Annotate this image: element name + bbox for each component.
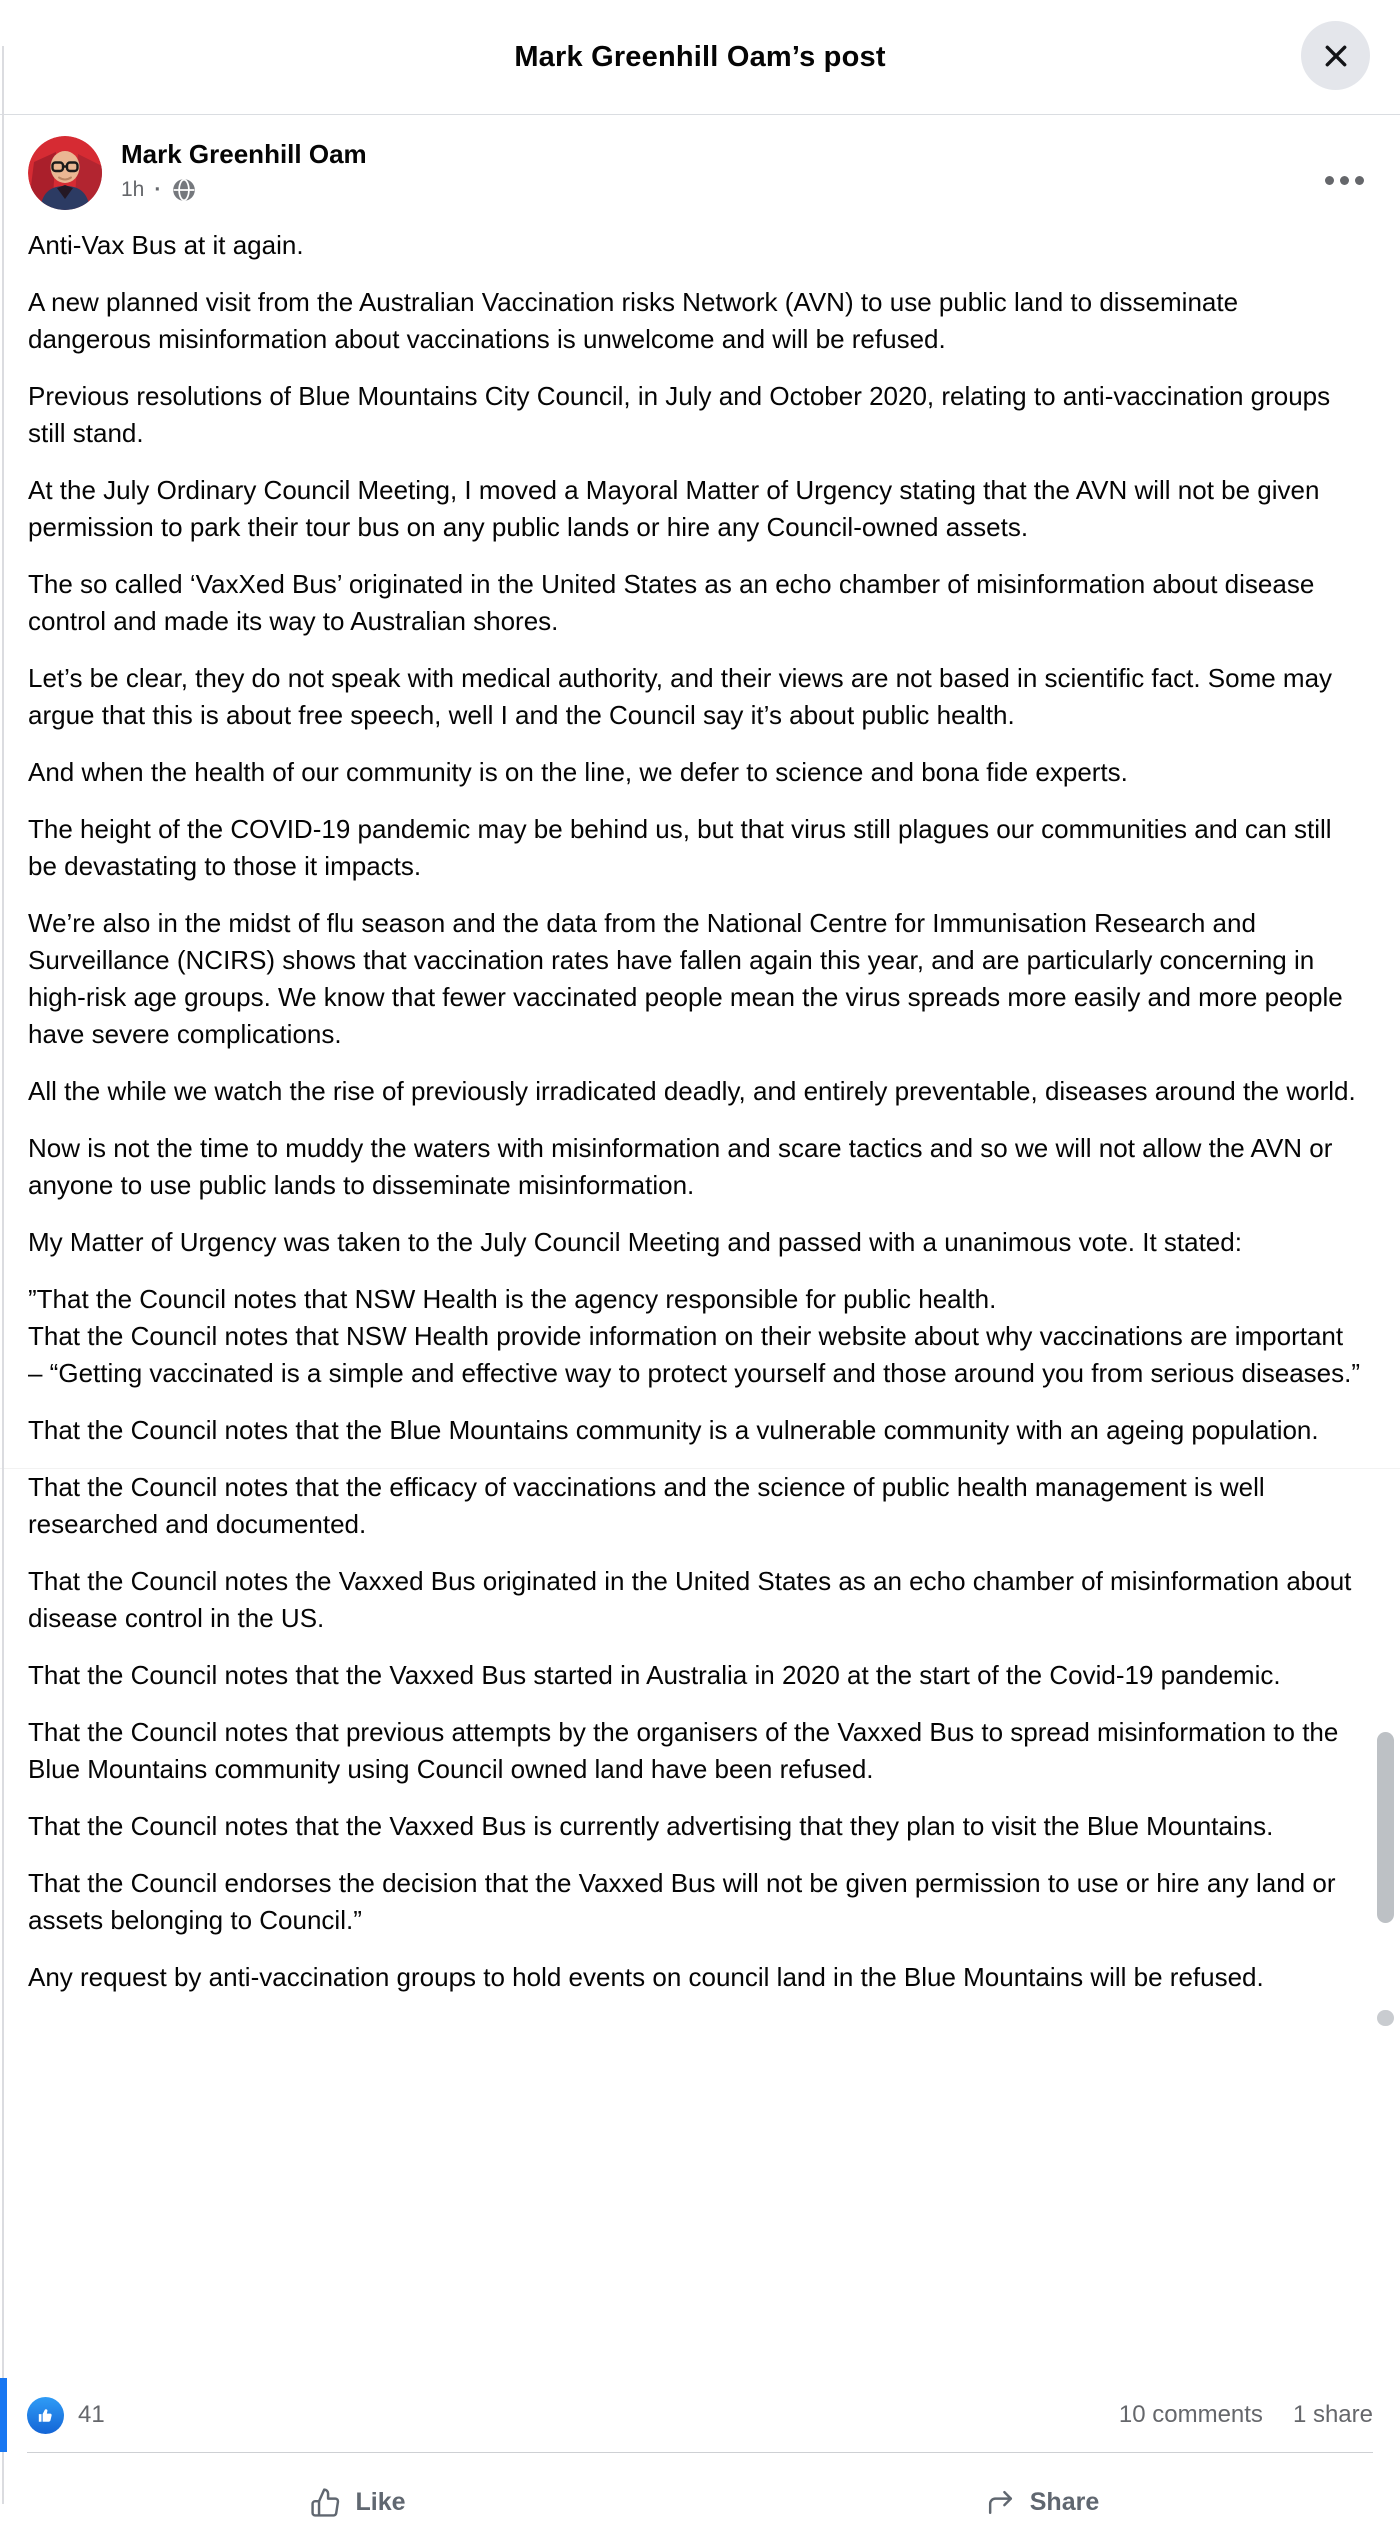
- post-paragraph: That the Council notes that the efficacy of vaccinations and the science of public health management is well researched and documented.: [28, 1472, 1265, 1539]
- post-paragraph: The height of the COVID-19 pandemic may be behind us, but that virus still plagues our communities and can still be devastating to those it impacts.: [28, 814, 1332, 881]
- globe-icon: [171, 177, 197, 203]
- action-bar: [0, 2453, 1400, 2545]
- thumbs-up-outline-icon: [310, 2487, 341, 2518]
- post-footer: [0, 2378, 1400, 2516]
- engagement-row: [0, 2378, 1400, 2452]
- counts: [1119, 2401, 1373, 2429]
- timestamp[interactable]: 1h: [121, 178, 145, 201]
- post-paragraph: We’re also in the midst of flu season and the data from the National Centre for Immunisation Research and Surveillance (NCIRS) shows that vaccination rates have fallen again this year, and are particularly concerning in high-risk age groups. We know that fewer vaccinated people mean the virus spreads more easily and more people have severe complications.: [28, 908, 1343, 1049]
- share-arrow-icon: [985, 2487, 1016, 2518]
- post-paragraph: The so called ‘VaxXed Bus’ originated in the United States as an echo chamber of misinformation about disease control and made its way to Australian shores.: [28, 569, 1315, 636]
- post-paragraph: At the July Ordinary Council Meeting, I moved a Mayoral Matter of Urgency stating that the AVN will not be given permission to park their tour bus on any public lands or hire any Council-owned assets.: [28, 475, 1320, 542]
- close-button[interactable]: [1301, 21, 1370, 90]
- meta-separator: ·: [154, 178, 162, 201]
- avatar[interactable]: [28, 136, 102, 210]
- like-count: 41: [78, 2401, 105, 2428]
- left-accent-bar: [0, 2378, 7, 2452]
- post-meta: [121, 177, 367, 203]
- post-paragraph: Any request by anti-vaccination groups to hold events on council land in the Blue Mountains will be refused.: [28, 1962, 1264, 1992]
- modal-title: Mark Greenhill Oam’s post: [514, 40, 886, 73]
- post-paragraph: A new planned visit from the Australian Vaccination risks Network (AVN) to use public land to disseminate dangerous misinformation about vaccinations is unwelcome and will be refused.: [28, 287, 1239, 354]
- post-paragraph: Now is not the time to muddy the waters with misinformation and scare tactics and so we will not allow the AVN or anyone to use public lands to disseminate misinformation.: [28, 1133, 1333, 1200]
- like-button[interactable]: [16, 2459, 700, 2545]
- like-button-label: Like: [355, 2487, 406, 2516]
- more-options-button[interactable]: [1319, 170, 1370, 191]
- scrollbar-fragment: [1377, 2010, 1394, 2026]
- modal-left-border: [2, 46, 4, 2504]
- share-button-label: Share: [1029, 2487, 1100, 2516]
- post-content: [0, 210, 1400, 1996]
- post-paragraph: That the Council endorses the decision that the Vaxxed Bus will not be given permission to use or hire any land or assets belonging to Council.”: [28, 1868, 1336, 1935]
- post-paragraph: ”That the Council notes that NSW Health is the agency responsible for public health. That the Council notes that NSW Health provide information on their website about why vaccinations are important – “Getting vaccinated is a simple and effective way to protect yourself and those around you from serious diseases.”: [28, 1284, 1360, 1388]
- post-header: [0, 115, 1400, 210]
- more-horizontal-icon: [1325, 176, 1334, 185]
- post-paragraph: That the Council notes that previous attempts by the organisers of the Vaxxed Bus to spread misinformation to the Blue Mountains community using Council owned land have been refused.: [28, 1717, 1339, 1784]
- layer-divider: [0, 1468, 1400, 1469]
- post-paragraph: Anti-Vax Bus at it again.: [28, 230, 304, 260]
- post-paragraph: That the Council notes that the Blue Mountains community is a vulnerable community with an ageing population.: [28, 1415, 1319, 1445]
- share-button[interactable]: [700, 2459, 1384, 2545]
- author-name[interactable]: Mark Greenhill Oam: [121, 139, 367, 169]
- post-paragraph: That the Council notes that the Vaxxed Bus started in Australia in 2020 at the start of the Covid-19 pandemic.: [28, 1660, 1281, 1690]
- thumbs-up-filled-icon: [27, 2397, 64, 2434]
- comments-count[interactable]: 10 comments: [1118, 2401, 1263, 2428]
- post-paragraph: That the Council notes that the Vaxxed Bus is currently advertising that they plan to visit the Blue Mountains.: [28, 1811, 1274, 1841]
- post-paragraph: Previous resolutions of Blue Mountains City Council, in July and October 2020, relating to anti-vaccination groups still stand.: [28, 381, 1331, 448]
- post-paragraph: And when the health of our community is on the line, we defer to science and bona fide experts.: [28, 757, 1128, 787]
- author-block: [121, 136, 367, 203]
- shares-count[interactable]: 1 share: [1292, 2401, 1373, 2428]
- scrollbar-thumb[interactable]: [1377, 1732, 1394, 1923]
- post-paragraph: My Matter of Urgency was taken to the July Council Meeting and passed with a unanimous vote. It stated:: [28, 1227, 1242, 1257]
- reactions-summary[interactable]: [27, 2397, 105, 2434]
- post-paragraph: That the Council notes the Vaxxed Bus originated in the United States as an echo chamber of misinformation about disease control in the US.: [28, 1566, 1352, 1633]
- post-paragraph: All the while we watch the rise of previously irradicated deadly, and entirely preventable, diseases around the world.: [28, 1076, 1356, 1106]
- post-paragraph: Let’s be clear, they do not speak with medical authority, and their views are not based in scientific fact. Some may argue that this is about free speech, well I and the Council say it’s about public health.: [28, 663, 1333, 730]
- close-icon: [1320, 40, 1352, 72]
- modal-header: [0, 0, 1400, 115]
